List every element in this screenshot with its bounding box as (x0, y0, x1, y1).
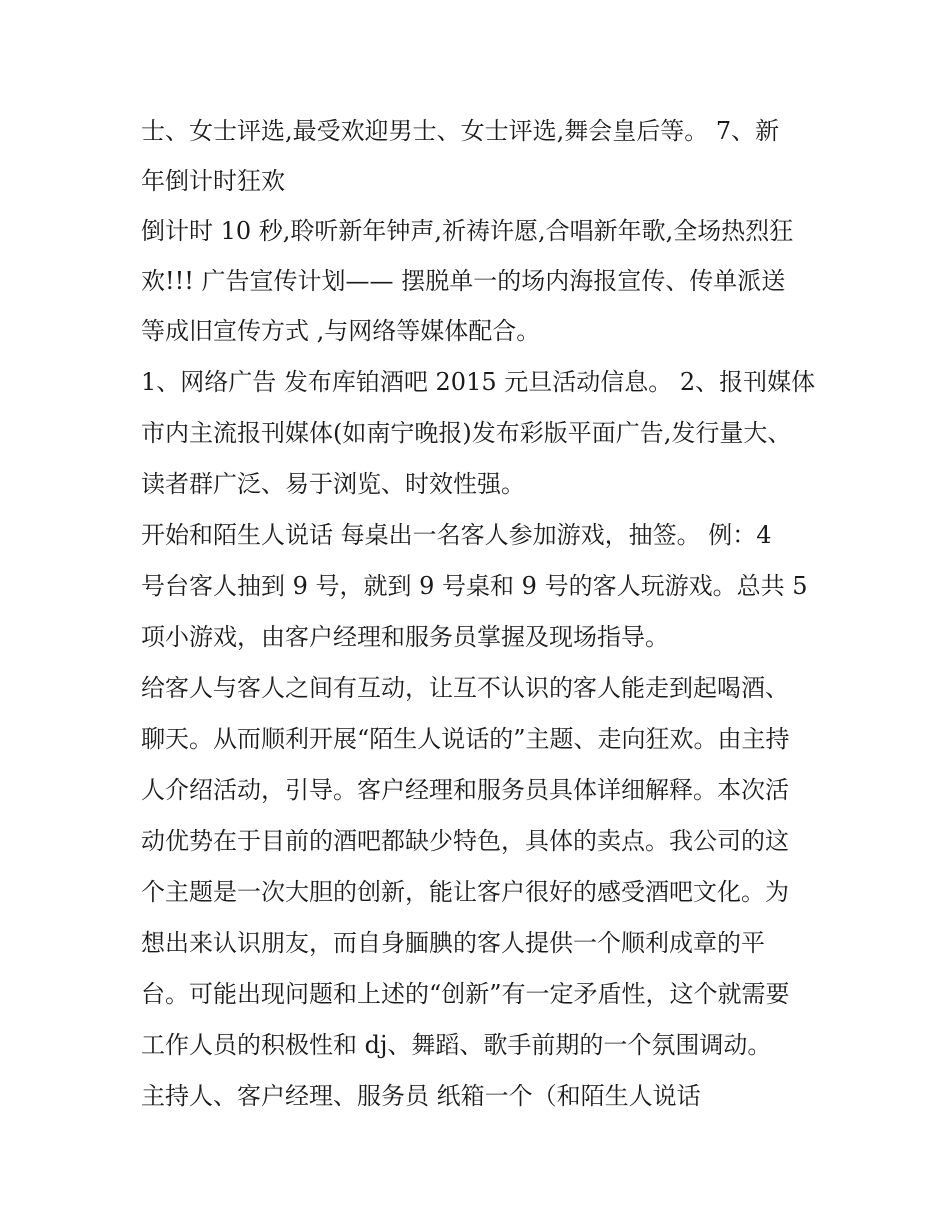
text-line: 年倒计时狂欢 (141, 167, 285, 195)
text-line: 动优势在于目前的酒吧都缺少特色，具体的卖点。我公司的这 (141, 827, 789, 855)
text-line: 项小游戏，由客户经理和服务员掌握及现场指导。 (141, 623, 669, 651)
text-line: 倒计时 10 秒,聆听新年钟声,祈祷许愿,合唱新年歌,全场热烈狂 (141, 217, 794, 245)
text-line: 给客人与客人之间有互动，让互不认识的客人能走到起喝酒、 (141, 674, 789, 702)
text-line: 读者群广泛、易于浏览、时效性强。 (141, 470, 525, 498)
text-line: 个主题是一次大胆的创新，能让客户很好的感受酒吧文化。为 (141, 878, 789, 906)
text-line: 士、女士评选,最受欢迎男士、女士评选,舞会皇后等。 7、新 (141, 117, 780, 145)
text-line: 欢!!! 广告宣传计划—— 摆脱单一的场内海报宣传、传单派送 (141, 267, 786, 295)
text-line: 号台客人抽到 9 号，就到 9 号桌和 9 号的客人玩游戏。总共 5 (141, 572, 808, 600)
text-line: 工作人员的积极性和 dj、舞蹈、歌手前期的一个氛围调动。 (141, 1031, 772, 1059)
text-line: 1、网络广告 发布库铂酒吧 2015 元旦活动信息。 2、报刊媒体 (141, 368, 816, 396)
text-line: 市内主流报刊媒体(如南宁晚报)发布彩版平面广告,发行量大、 (141, 419, 792, 447)
text-line: 想出来认识朋友，而自身腼腆的客人提供一个顺利成章的平 (141, 929, 765, 957)
text-line: 开始和陌生人说话 每桌出一名客人参加游戏，抽签。 例：4 (141, 521, 772, 549)
text-line: 等成旧宣传方式 ,与网络等媒体配合。 (141, 317, 541, 345)
text-line: 主持人、客户经理、服务员 纸箱一个（和陌生人说话 (141, 1082, 701, 1110)
text-line: 聊天。从而顺利开展“陌生人说话的”主题、走向狂欢。由主持 (141, 725, 790, 753)
text-line: 人介绍活动，引导。客户经理和服务员具体详细解释。本次活 (141, 776, 789, 804)
text-line: 台。可能出现问题和上述的“创新”有一定矛盾性，这个就需要 (141, 980, 790, 1008)
